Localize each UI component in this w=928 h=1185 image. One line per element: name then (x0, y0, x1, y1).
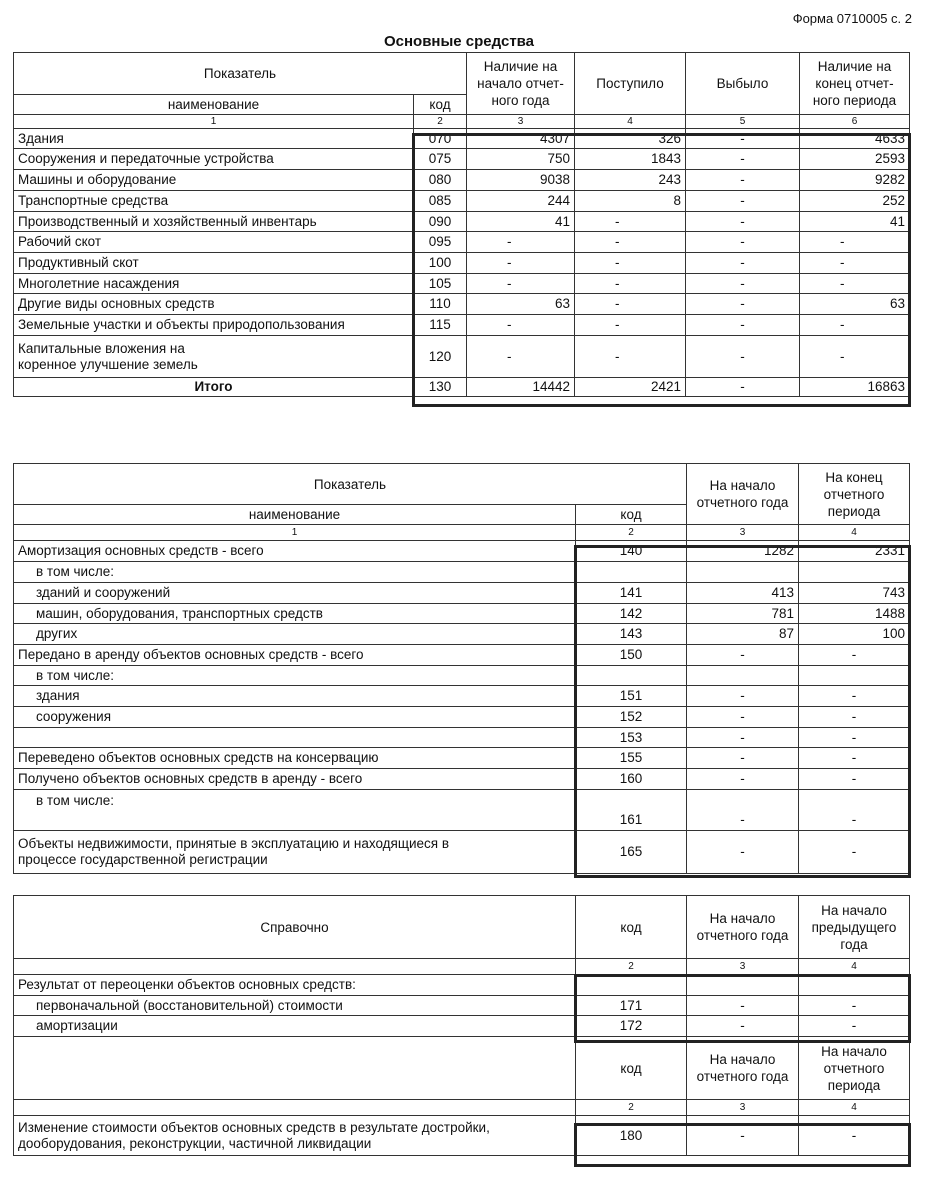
row-code: 130 (414, 378, 467, 397)
header-disposed: Выбыло (686, 53, 800, 115)
column-number: 5 (686, 115, 800, 129)
value-received: 326 (575, 129, 686, 149)
row-name: Продуктивный скот (14, 253, 414, 274)
table-row (14, 975, 910, 996)
value-end: - (799, 686, 910, 707)
value-end: - (799, 748, 910, 769)
value-begin: - (687, 996, 799, 1016)
header-begin-year: На начало отчетного года (687, 1037, 799, 1100)
value-end: - (800, 253, 910, 274)
value-end (799, 562, 910, 583)
table-row (14, 170, 910, 191)
row-code: 165 (576, 831, 687, 874)
table-row (14, 583, 910, 604)
value-begin: - (687, 748, 799, 769)
row-name: Изменение стоимости объектов основных средств в результате достройки, дооборудования, реконструкции, частичной ликвидации (14, 1116, 576, 1156)
header-indicator: Показатель (14, 53, 467, 95)
row-name: сооружения (14, 707, 576, 728)
value-disposed: - (686, 191, 800, 212)
value-begin: 750 (467, 149, 575, 170)
header-code: код (414, 95, 467, 115)
row-code: 140 (576, 541, 687, 562)
header-begin-prev-year: На начало предыдущего года (799, 896, 910, 959)
value-disposed: - (686, 253, 800, 274)
value-begin: 87 (687, 624, 799, 645)
value-prev: - (799, 996, 910, 1016)
row-name: Земельные участки и объекты природопользования (14, 315, 414, 336)
row-name: здания (14, 686, 576, 707)
header-code: код (576, 505, 687, 525)
header-indicator: Показатель (14, 464, 687, 505)
value-begin: - (687, 686, 799, 707)
row-name: Переведено объектов основных средств на консервацию (14, 748, 576, 769)
row-code: 105 (414, 274, 467, 294)
column-number: 6 (800, 115, 910, 129)
row-code (576, 562, 687, 583)
row-name: Получено объектов основных средств в аренду - всего (14, 769, 576, 790)
value-end: - (800, 315, 910, 336)
value-end: - (800, 274, 910, 294)
value-received: - (575, 294, 686, 315)
value-end: 41 (800, 212, 910, 232)
value-received: - (575, 253, 686, 274)
row-code: 152 (576, 707, 687, 728)
value-received: - (575, 274, 686, 294)
value-end: - (799, 831, 910, 874)
header-begin-year: На начало отчетного года (687, 896, 799, 959)
total-label: Итого (14, 378, 414, 397)
row-code: 070 (414, 129, 467, 149)
value-begin: - (467, 253, 575, 274)
row-name (14, 728, 576, 748)
value-received: - (575, 336, 686, 378)
value-received: - (575, 232, 686, 253)
value-begin: 781 (687, 604, 799, 624)
row-name: Рабочий скот (14, 232, 414, 253)
table-row (14, 604, 910, 624)
value-begin: - (687, 1116, 799, 1156)
row-name: в том числе: (14, 666, 576, 686)
column-number: 4 (799, 1100, 910, 1116)
row-name: Объекты недвижимости, принятые в эксплуатацию и находящиеся в процессе государственной регистрации (14, 831, 576, 874)
header-begin-year: На начало отчетного года (687, 464, 799, 525)
table-row (14, 645, 910, 666)
table-row (14, 274, 910, 294)
value-begin: - (687, 831, 799, 874)
value-end: - (799, 790, 910, 831)
value-received: - (575, 315, 686, 336)
value-begin: 9038 (467, 170, 575, 191)
row-name: машин, оборудования, транспортных средств (14, 604, 576, 624)
column-number: 1 (14, 115, 414, 129)
value-received: 2421 (575, 378, 686, 397)
row-code (576, 666, 687, 686)
page-title: Основные средства (383, 33, 535, 50)
column-number: 3 (687, 525, 799, 541)
row-name: Производственный и хозяйственный инвентарь (14, 212, 414, 232)
column-number: 4 (799, 959, 910, 975)
row-name: Амортизация основных средств - всего (14, 541, 576, 562)
row-code: 150 (576, 645, 687, 666)
value-end: 9282 (800, 170, 910, 191)
value-begin: - (687, 728, 799, 748)
value-begin (687, 666, 799, 686)
row-code: 120 (414, 336, 467, 378)
value-begin: - (467, 336, 575, 378)
reference-table (13, 895, 910, 1156)
fixed-assets-table (13, 52, 910, 397)
header-begin-year: Наличие на начало отчет-ного года (467, 53, 575, 115)
table-row (14, 562, 910, 583)
value-disposed: - (686, 129, 800, 149)
table-row (14, 666, 910, 686)
table-row (14, 728, 910, 748)
table-row (14, 149, 910, 170)
table-row (14, 315, 910, 336)
table-row (14, 769, 910, 790)
row-code: 143 (576, 624, 687, 645)
value-begin: - (687, 790, 799, 831)
value-received: 8 (575, 191, 686, 212)
header-code: код (576, 896, 687, 959)
form-code: Форма 0710005 с. 2 (792, 11, 912, 26)
value-end: - (799, 1116, 910, 1156)
value-prev (799, 975, 910, 996)
column-number: 3 (687, 959, 799, 975)
row-code: 172 (576, 1016, 687, 1037)
header-end-period: Наличие на конец отчет-ного периода (800, 53, 910, 115)
value-begin: 41 (467, 212, 575, 232)
row-name: первоначальной (восстановительной) стоимости (14, 996, 576, 1016)
value-end: 1488 (799, 604, 910, 624)
value-end: 100 (799, 624, 910, 645)
value-end (799, 666, 910, 686)
row-code: 080 (414, 170, 467, 191)
value-end: - (800, 232, 910, 253)
table-row (14, 294, 910, 315)
header-code: код (576, 1037, 687, 1100)
value-disposed: - (686, 378, 800, 397)
value-end: 63 (800, 294, 910, 315)
value-begin: - (687, 1016, 799, 1037)
value-end: - (799, 645, 910, 666)
row-code: 160 (576, 769, 687, 790)
row-name: в том числе: (14, 790, 576, 831)
value-end: 2331 (799, 541, 910, 562)
row-code: 142 (576, 604, 687, 624)
value-end: - (799, 769, 910, 790)
value-end: 4633 (800, 129, 910, 149)
value-received: - (575, 212, 686, 232)
header-name: наименование (14, 95, 414, 115)
value-disposed: - (686, 274, 800, 294)
value-begin: - (467, 232, 575, 253)
value-begin: 63 (467, 294, 575, 315)
depreciation-table (13, 463, 910, 874)
value-begin: 1282 (687, 541, 799, 562)
value-disposed: - (686, 336, 800, 378)
table-row (14, 129, 910, 149)
value-disposed: - (686, 294, 800, 315)
row-name: Машины и оборудование (14, 170, 414, 191)
table-row (14, 748, 910, 769)
table-row (14, 831, 910, 874)
header-received: Поступило (575, 53, 686, 115)
value-end: 2593 (800, 149, 910, 170)
value-begin: - (467, 315, 575, 336)
table-row (14, 541, 910, 562)
row-code: 110 (414, 294, 467, 315)
column-number: 3 (467, 115, 575, 129)
value-begin: 244 (467, 191, 575, 212)
header-begin-period: На начало отчетного периода (799, 1037, 910, 1100)
row-code: 155 (576, 748, 687, 769)
header-reference: Справочно (14, 896, 576, 959)
value-begin: 413 (687, 583, 799, 604)
table-row (14, 1016, 910, 1037)
column-number: 4 (799, 525, 910, 541)
row-name: Транспортные средства (14, 191, 414, 212)
row-name: в том числе: (14, 562, 576, 583)
table-row (14, 253, 910, 274)
value-begin: - (687, 707, 799, 728)
table-row (14, 191, 910, 212)
row-code: 161 (576, 790, 687, 831)
column-number: 2 (576, 1100, 687, 1116)
row-name: Сооружения и передаточные устройства (14, 149, 414, 170)
table-row (14, 790, 910, 831)
value-disposed: - (686, 149, 800, 170)
table-row (14, 707, 910, 728)
row-code: 095 (414, 232, 467, 253)
row-name: амортизации (14, 1016, 576, 1037)
header-end-period: На конец отчетного периода (799, 464, 910, 525)
row-code: 090 (414, 212, 467, 232)
value-received: 243 (575, 170, 686, 191)
row-code: 180 (576, 1116, 687, 1156)
value-end: 16863 (800, 378, 910, 397)
column-number: 2 (576, 959, 687, 975)
column-number: 3 (687, 1100, 799, 1116)
table-row (14, 212, 910, 232)
row-name: Капитальные вложения на коренное улучшение земель (14, 336, 414, 378)
row-code (576, 975, 687, 996)
value-begin: - (687, 769, 799, 790)
table-row (14, 686, 910, 707)
row-name: Результат от переоценки объектов основных средств: (14, 975, 576, 996)
value-disposed: - (686, 232, 800, 253)
table-row (14, 232, 910, 253)
row-code: 085 (414, 191, 467, 212)
row-name: зданий и сооружений (14, 583, 576, 604)
row-code: 100 (414, 253, 467, 274)
row-code: 115 (414, 315, 467, 336)
value-end: 743 (799, 583, 910, 604)
row-name: других (14, 624, 576, 645)
value-end: 252 (800, 191, 910, 212)
value-end: - (799, 707, 910, 728)
header-name: наименование (14, 505, 576, 525)
row-code: 151 (576, 686, 687, 707)
value-disposed: - (686, 170, 800, 191)
table-row (14, 624, 910, 645)
row-name: Другие виды основных средств (14, 294, 414, 315)
table-row (14, 1116, 910, 1156)
value-begin: 4307 (467, 129, 575, 149)
value-disposed: - (686, 212, 800, 232)
row-code: 153 (576, 728, 687, 748)
row-code: 141 (576, 583, 687, 604)
value-begin (687, 562, 799, 583)
column-number: 4 (575, 115, 686, 129)
value-begin (687, 975, 799, 996)
total-row (14, 378, 910, 397)
value-begin: - (687, 645, 799, 666)
value-begin: - (467, 274, 575, 294)
table-row (14, 336, 910, 378)
row-name: Многолетние насаждения (14, 274, 414, 294)
row-code: 171 (576, 996, 687, 1016)
table-row (14, 996, 910, 1016)
row-code: 075 (414, 149, 467, 170)
value-end: - (799, 728, 910, 748)
value-begin: 14442 (467, 378, 575, 397)
value-received: 1843 (575, 149, 686, 170)
row-name: Передано в аренду объектов основных средств - всего (14, 645, 576, 666)
value-end: - (800, 336, 910, 378)
value-prev: - (799, 1016, 910, 1037)
row-name: Здания (14, 129, 414, 149)
value-disposed: - (686, 315, 800, 336)
column-number: 2 (414, 115, 467, 129)
column-number: 2 (576, 525, 687, 541)
column-number: 1 (14, 525, 576, 541)
